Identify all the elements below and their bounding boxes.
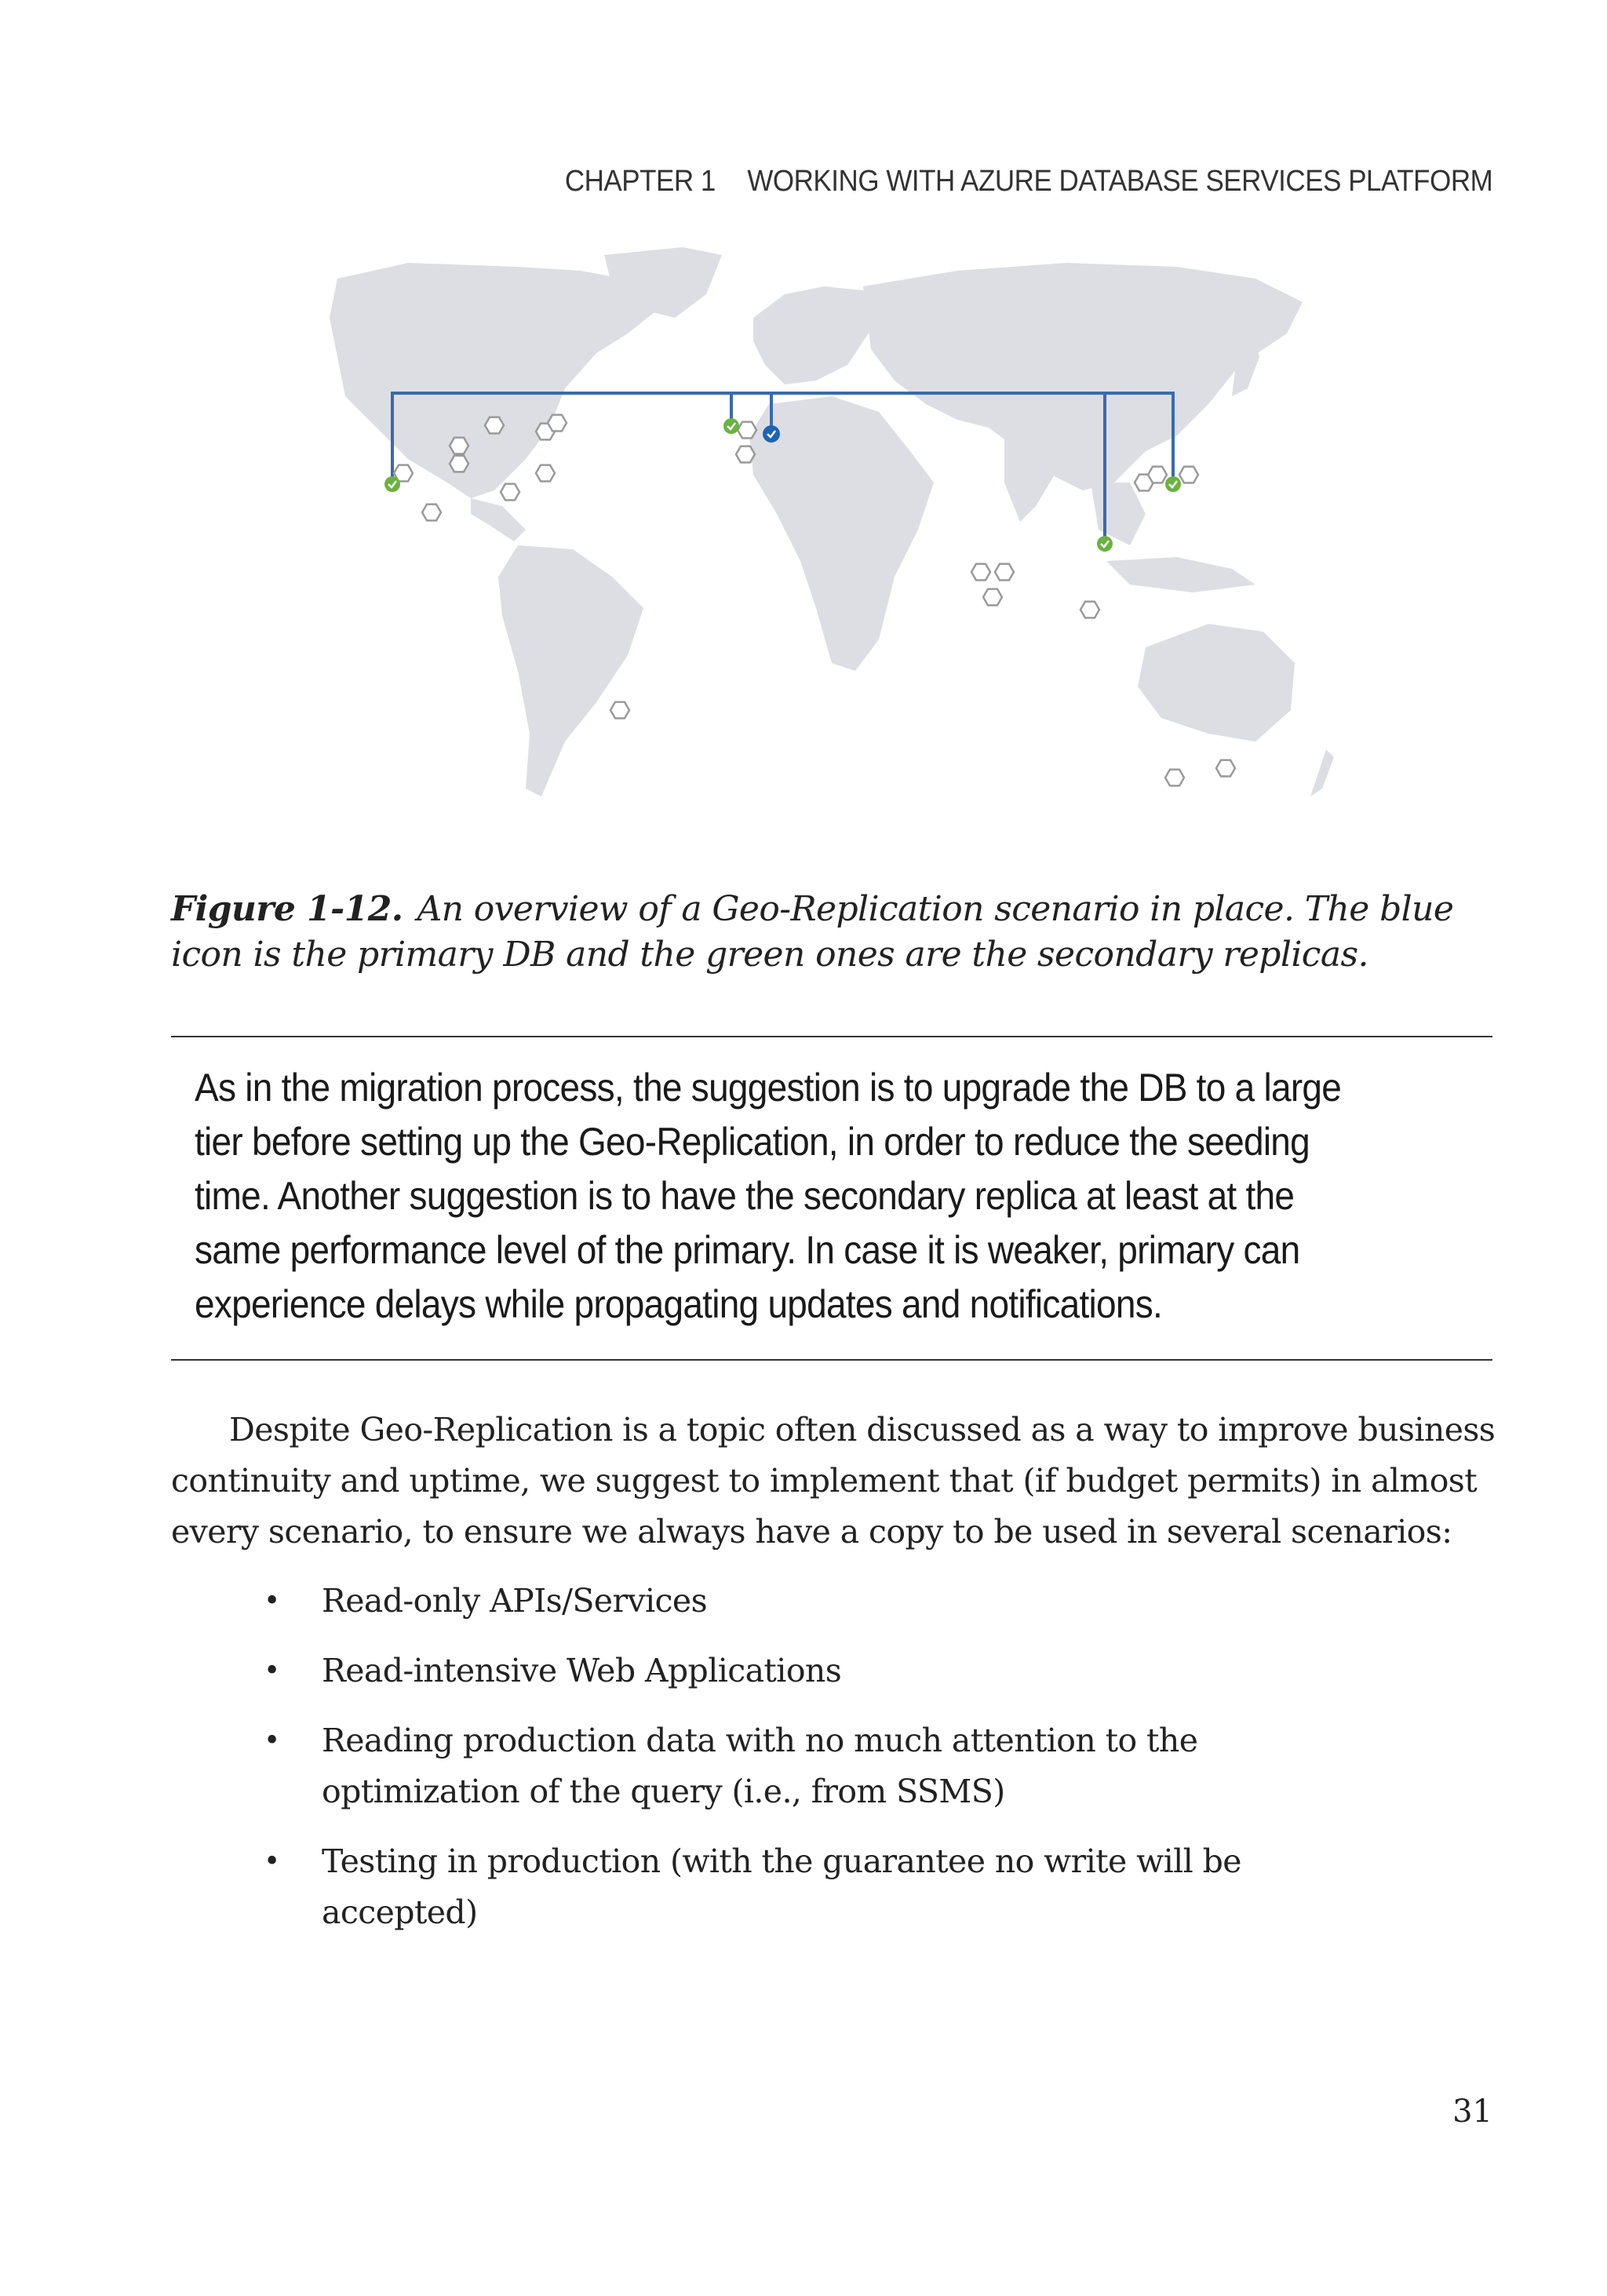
list-item <box>171 1715 1505 1817</box>
bullet-icon: • <box>264 1655 280 1687</box>
note-text: As in the migration process, the suggestion is to upgrade the DB to a large tier before setting up the Geo-Replication, in order to reduce the seeding time. Another suggestion is to have the secondary replica at least at the same performance level of the primary. In case it is weaker, primary can experience delays while propagating updates and notifications. <box>195 1066 1342 1326</box>
secondary-replica-icon <box>1097 536 1113 552</box>
new-zealand-shape <box>1310 749 1334 796</box>
continents <box>330 247 1334 796</box>
running-header <box>565 165 1492 199</box>
body-paragraph: Despite Geo-Replication is a topic often discussed as a way to improve business continuity and uptime, we suggest to implement that (if budget permits) in almost every scenario, to ensure we always have a copy to be used in several scenarios: <box>171 1411 1496 1551</box>
scenario-list <box>171 1576 1505 1957</box>
indonesia-shape <box>1106 557 1255 592</box>
bullet-icon: • <box>264 1585 280 1617</box>
note-box <box>195 1061 1379 1332</box>
secondary-replica-icon <box>1165 476 1181 492</box>
bullet-icon: • <box>264 1846 280 1878</box>
list-item-text: Read-intensive Web Applications <box>322 1652 842 1689</box>
list-item <box>171 1645 1505 1696</box>
chapter-number: CHAPTER 1 <box>564 165 716 198</box>
list-item-text: Read-only APIs/Services <box>322 1582 708 1620</box>
southeast-asia-shape <box>1091 483 1146 545</box>
europe-shape <box>753 286 879 384</box>
figure-caption-text: An overview of a Geo-Replication scenario in place. The blue icon is the primary DB and the green ones are the secondary replicas. <box>171 889 1454 975</box>
australia-shape <box>1138 624 1295 742</box>
note-bottom-rule <box>171 1359 1492 1361</box>
secondary-replica-icon <box>384 476 400 492</box>
list-item <box>171 1836 1505 1938</box>
world-map <box>314 247 1334 859</box>
chapter-title: WORKING WITH AZURE DATABASE SERVICES PLATFORM <box>747 165 1492 198</box>
page-number: 31 <box>1452 2094 1492 2130</box>
geo-replication-map-figure <box>314 247 1334 859</box>
list-item <box>171 1576 1505 1627</box>
list-item-text: Testing in production (with the guarantee no write will be accepted) <box>322 1842 1241 1931</box>
note-top-rule <box>171 1036 1492 1037</box>
central-america-shape <box>471 498 526 541</box>
south-america-shape <box>498 545 643 796</box>
figure-caption <box>171 887 1505 978</box>
secondary-replica-icon <box>723 418 739 434</box>
figure-label: Figure 1-12. <box>171 889 403 929</box>
bullet-icon: • <box>264 1725 280 1757</box>
list-item-text: Reading production data with no much attention to the optimization of the query (i.e., from SSMS) <box>322 1722 1198 1810</box>
north-america-shape <box>330 263 667 498</box>
primary-db-icon <box>763 425 780 443</box>
